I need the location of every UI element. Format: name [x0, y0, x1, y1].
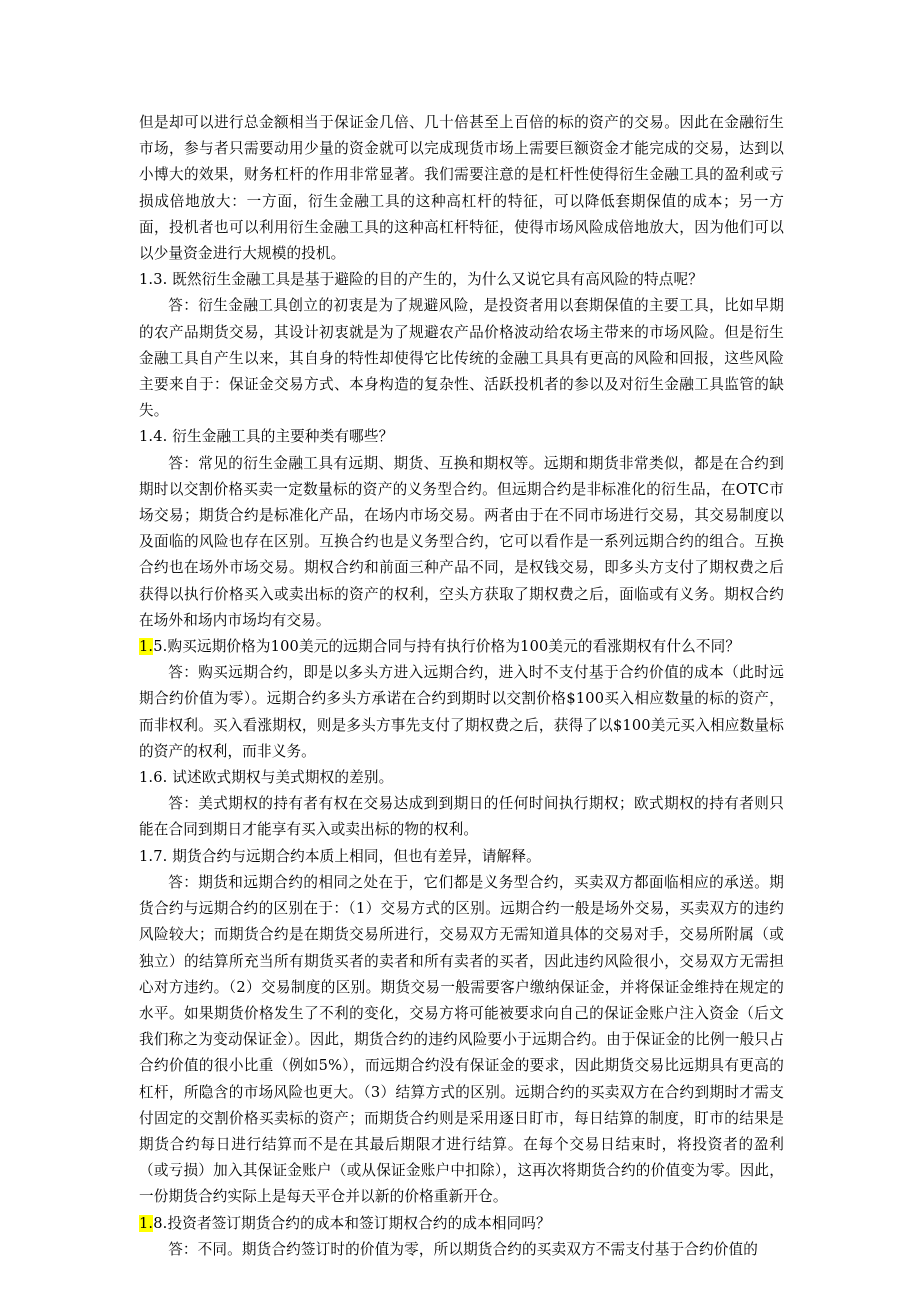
paragraph-intro: 但是却可以进行总金额相当于保证金几倍、几十倍甚至上百倍的标的资产的交易。因此在金融衍生市场，参与者只需要动用少量的资金就可以完成现货市场上需要巨额资金才能完成的交易，达到以小博大的效果，财务杠杆的作用非常显著。我们需要注意的是杠杆性使得衍生金融工具的盈利或亏损成倍地放大：一方面，衍生金融工具的这种高杠杆的特征，可以降低套期保值的成本；另一方面，投机者也可以利用衍生金融工具的这种高杠杆特征，使得市场风险成倍地放大，因为他们可以以少量资金进行大规模的投机。	[139, 114, 784, 263]
document-page	[139, 110, 784, 1263]
answer-1-4: 答：常见的衍生金融工具有远期、期货、互换和期权等。远期和期货非常类似，都是在合约到期时以交割价格买卖一定数量标的资产的义务型合约。但远期合约是非标准化的衍生品，在OTC市场交易；期货合约是标准化产品，在场内市场交易。两者由于在不同市场进行交易，其交易制度以及面临的风险也存在区别。互换合约也是义务型合约，它可以看作是一系列远期合约的组合。互换合约也在场外市场交易。期权合约和前面三种产品不同，是权钱交易，即多头方支付了期权费之后获得以执行价格买入或卖出标的资产的权利，空头方获取了期权费之后，面临或有义务。期权合约在场外和场内市场均有交易。	[139, 454, 784, 629]
question-1-7: 1.7. 期货合约与远期合约本质上相同，但也有差异，请解释。	[139, 847, 541, 865]
question-1-3: 1.3. 既然衍生金融工具是基于避险的目的产生的，为什么又说它具有高风险的特点呢？	[139, 271, 704, 289]
answer-1-6: 答：美式期权的持有者有权在交易达成到到期日的任何时间执行期权；欧式期权的持有者则只能在合同到期日才能享有买入或卖出标的物的权利。	[139, 795, 784, 839]
answer-1-7: 答：期货和远期合约的相同之处在于，它们都是义务型合约，买卖双方都面临相应的承送。期货合约与远期合约的区别在于：（1）交易方式的区别。远期合约一般是场外交易，买卖双方的违约风险较大；而期货合约是在期货交易所进行，交易双方无需知道具体的交易对手，交易所附属（或独立）的结算所充当所有期货买者的卖者和所有卖者的买者，因此违约风险很小，交易双方无需担心对方违约。（2）交易制度的区别。期货交易一般需要客户缴纳保证金，并将保证金维持在规定的水平。如果期货价格发生了不利的变化，交易方将可能被要求向自己的保证金账户注入资金（后文我们称之为变动保证金）。因此，期货合约的违约风险要小于远期合约。由于保证金的比例一般只占合约价值的很小比重（例如5%），而远期合约没有保证金的要求，因此期货交易比远期具有更高的杠杆，所隐含的市场风险也更大。（3）结算方式的区别。远期合约的买卖双方在合约到期时才需支付固定的交割价格买卖标的资产；而期货合约则是采用逐日盯市，每日结算的制度，盯市的结果是期货合约每日进行结算而不是在其最后期限才进行结算。在每个交易日结束时，将投资者的盈利（或亏损）加入其保证金账户（或从保证金账户中扣除），这再次将期货合约的价值变为零。因此，一份期货合约实际上是每天平仓并以新的价格重新开仓。	[139, 873, 784, 1206]
answer-1-3: 答：衍生金融工具创立的初衷是为了规避风险，是投资者用以套期保值的主要工具，比如早期的农产品期货交易，其设计初衷就是为了规避农产品价格波动给农场主带来的市场风险。但是衍生金融工具自产生以来，其自身的特性却使得它比传统的金融工具具有更高的风险和回报，这些风险主要来自于：保证金交易方式、本身构造的复杂性、活跃投机者的参以及对衍生金融工具监管的缺失。	[139, 297, 784, 420]
question-1-5	[139, 634, 784, 660]
question-1-6: 1.6. 试述欧式期权与美式期权的差别。	[139, 769, 394, 787]
highlight-mark: 1.	[139, 638, 154, 656]
question-1-4: 1.4. 衍生金融工具的主要种类有哪些？	[139, 428, 394, 446]
question-text: 5.购买远期价格为100美元的远期合同与持有执行价格为100美元的看涨期权有什么不同？	[153, 638, 741, 656]
question-1-8	[139, 1211, 784, 1237]
highlight-mark: 1.	[139, 1214, 154, 1232]
answer-1-8: 答：不同。期货合约签订时的价值为零，所以期货合约的买卖双方不需支付基于合约价值的	[168, 1240, 758, 1258]
question-text: 8.投资者签订期货合约的成本和签订期权合约的成本相同吗？	[153, 1214, 551, 1232]
answer-1-5: 答：购买远期合约，即是以多头方进入远期合约，进入时不支付基于合约价值的成本（此时远期合约价值为零）。远期合约多头方承诺在合约到期时以交割价格$100买入相应数量的标的资产，而非权利。买入看涨期权，则是多头方事先支付了期权费之后，获得了以$100美元买入相应数量标的资产的权利，而非义务。	[139, 664, 784, 760]
